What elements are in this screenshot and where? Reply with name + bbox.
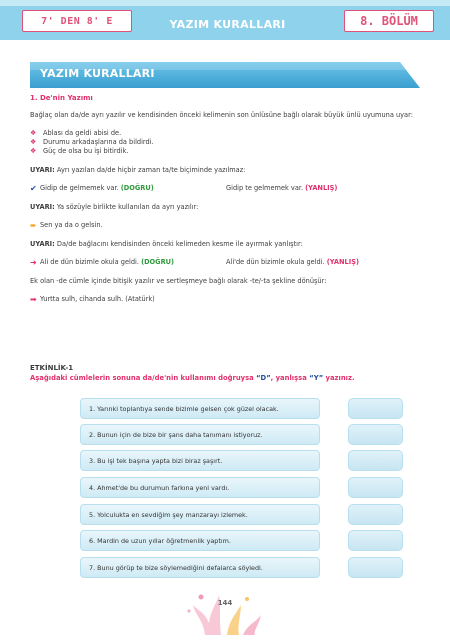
intro-paragraph: Bağlaç olan da/de ayrı yazılır ve kendisinden önceki kelimenin son ünlüsüne bağlı olarak büyük ünlü uyumuna uyar: xyxy=(30,111,413,119)
warning-3-examples: ➜ Ali de dün bizimle okula geldi. (DOĞRU) Ali'de dün bizimle okula geldi. (YANLIŞ) xyxy=(30,258,359,267)
warning-1: UYARI: Ayrı yazılan da/de hiçbir zaman ta/te biçiminde yazılmaz: xyxy=(30,166,246,174)
page-number: 144 xyxy=(217,599,233,607)
wrong-tag: (YANLIŞ) xyxy=(326,258,359,266)
prev-grade-tab: 7' DEN 8' E xyxy=(22,10,132,32)
question-row: 6. Mardin de uzun yıllar öğretmenlik yaptım. xyxy=(80,530,320,551)
warning-3: UYARI: Da/de bağlacını kendisinden önceki kelimeden kesme ile ayırmak yanlıştır: xyxy=(30,240,303,248)
list-item: ❖ Durumu arkadaşlarına da bildirdi. xyxy=(30,138,154,146)
activity-title: ETKİNLİK-1 xyxy=(30,364,74,372)
correct-tag: (DOĞRU) xyxy=(141,258,175,266)
warning-2: UYARI: Ya sözüyle birlikte kullanılan da ayrı yazılır: xyxy=(30,203,199,211)
warning-2-example: ➨ Sen ya da o gelsin. xyxy=(30,221,103,230)
answer-box[interactable] xyxy=(348,424,403,445)
example-list xyxy=(30,129,420,156)
wrong-tag: (YANLIŞ) xyxy=(305,184,338,192)
answer-box[interactable] xyxy=(348,398,403,419)
question-row: 5. Yolculukta en sevdiğim şey manzarayı izlemek. xyxy=(80,504,320,525)
answer-box[interactable] xyxy=(348,504,403,525)
list-item: ❖ Ablası da geldi abisi de. xyxy=(30,129,122,137)
question-row: 2. Bunun için de bize bir şans daha tanımanı istiyoruz. xyxy=(80,424,320,445)
checkmark-icon: ✔ xyxy=(30,184,37,193)
list-item: ❖ Güç de olsa bu işi bitirdik. xyxy=(30,147,129,155)
diamond-bullet-icon: ❖ xyxy=(30,138,37,146)
suffix-note: Ek olan -de cümle içinde bitişik yazılır ve sertleşmeye bağlı olarak -te/-ta şekline dönüşür: xyxy=(30,277,327,285)
rule-subtitle: 1. De'nin Yazımı xyxy=(30,94,93,102)
answer-box[interactable] xyxy=(348,530,403,551)
rules-content xyxy=(30,94,420,314)
suffix-example: ➡ Yurtta sulh, cihanda sulh. (Atatürk) xyxy=(30,295,155,304)
arrow-right-icon: ➡ xyxy=(30,295,37,304)
activity-instructions: Aşağıdaki cümlelerin sonuna da/de'nin kullanımı doğruysa “D”, yanlışsa “Y” yazınız. xyxy=(30,374,355,382)
chapter-tab: 8. BÖLÜM xyxy=(344,10,434,32)
arrow-right-icon: ➨ xyxy=(30,221,37,230)
section-banner xyxy=(30,62,420,86)
answer-box[interactable] xyxy=(348,450,403,471)
diamond-bullet-icon: ❖ xyxy=(30,147,37,155)
header-title: YAZIM KURALLARI xyxy=(169,18,286,31)
answer-box[interactable] xyxy=(348,557,403,578)
question-row: 4. Ahmet'de bu durumun farkına yeni vardı. xyxy=(80,477,320,498)
diamond-bullet-icon: ❖ xyxy=(30,129,37,137)
correct-tag: (DOĞRU) xyxy=(120,184,154,192)
question-row: 3. Bu işi tek başına yapta bizi biraz şaşırt. xyxy=(80,450,320,471)
question-row: 1. Yarınki toplantıya sende bizimle gelsen çok güzel olacak. xyxy=(80,398,320,419)
warning-1-examples: ✔ Gidip de gelmemek var. (DOĞRU) Gidip te gelmemek var. (YANLIŞ) xyxy=(30,184,338,193)
answer-box[interactable] xyxy=(348,477,403,498)
header-highlight xyxy=(0,0,450,6)
banner-title: YAZIM KURALLARI xyxy=(40,67,155,80)
arrow-right-icon: ➜ xyxy=(30,258,37,267)
question-row: 7. Bunu görüp te bize söylemediğini defalarca söyledi. xyxy=(80,557,320,578)
